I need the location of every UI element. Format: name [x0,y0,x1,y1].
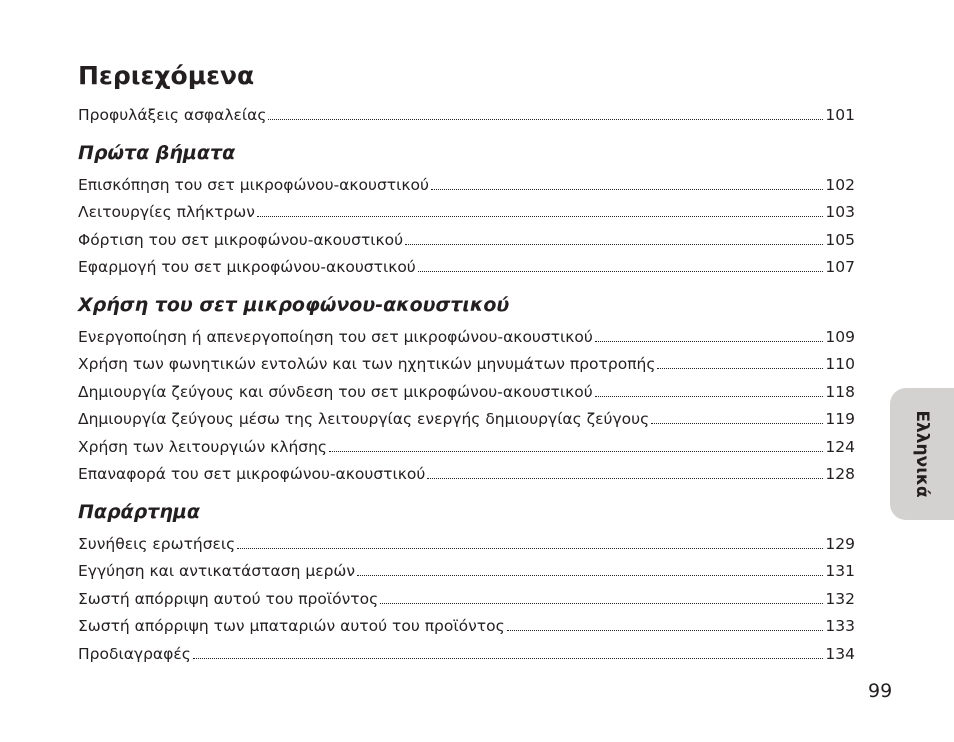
toc-entry-page: 109 [825,327,855,346]
toc-entry[interactable] [78,351,855,379]
dot-leader [257,202,823,218]
toc-entry[interactable] [78,406,855,434]
section-heading: Πρώτα βήματα [78,141,236,164]
language-tab-label: Ελληνικά [912,410,932,498]
toc-entry[interactable] [78,379,855,407]
toc-entry-label: Χρήση των λειτουργιών κλήσης [78,437,328,456]
language-tab [890,388,954,520]
toc-entry[interactable] [78,558,855,586]
toc-entry[interactable] [78,199,855,227]
toc-entry-page: 118 [825,382,855,401]
toc-entry[interactable] [78,641,855,669]
toc-entry[interactable] [78,227,855,255]
toc-entry-label: Επαναφορά του σετ μικροφώνου-ακουστικού [78,465,426,483]
toc-section-first-steps [78,140,855,282]
dot-leader [329,436,823,452]
toc-entry-label: Χρήση των φωνητικών εντολών και των ηχητικών μηνυμάτων προτροπής [78,355,656,373]
toc-entry-label: Ενεργοποίηση ή απενεργοποίηση του σετ μικροφώνου-ακουστικού [78,327,593,346]
toc-entry-label: Επισκόπηση του σετ μικροφώνου-ακουστικού [78,175,429,194]
dot-leader [507,616,824,632]
toc-entry[interactable] [78,254,855,282]
toc-entry[interactable] [78,172,855,200]
section-heading: Χρήση του σετ μικροφώνου-ακουστικού [78,293,510,316]
toc-entry-page: 133 [825,617,855,635]
toc-section-appendix [78,499,855,669]
toc-entry-page: 124 [825,437,855,456]
intro-entries [78,102,855,130]
toc-entry-label: Λειτουργίες πλήκτρων [78,203,255,221]
toc-entry-page: 107 [825,258,855,276]
dot-leader [418,257,824,273]
toc-entry-page: 129 [825,534,855,553]
dot-leader [268,105,823,121]
section-heading: Παράρτημα [78,500,200,523]
dot-leader [657,354,823,370]
toc-entry[interactable] [78,613,855,641]
table-of-contents [78,60,855,668]
toc-entry-page: 110 [825,355,855,373]
dot-leader [405,229,823,245]
dot-leader [427,464,823,480]
toc-entry-page: 101 [825,106,855,124]
dot-leader [380,588,823,604]
dot-leader [357,561,823,577]
page-number: 99 [868,680,893,702]
toc-entry-label: Δημιουργία ζεύγους μέσω της λειτουργίας ενεργής δημιουργίας ζεύγους [78,410,650,428]
toc-entry-page: 119 [825,410,855,428]
dot-leader [237,533,823,549]
dot-leader [651,409,823,425]
dot-leader [431,174,823,190]
toc-section-using-headset [78,292,855,489]
toc-entry-label: Συνήθεις ερωτήσεις [78,534,236,553]
toc-entry-label: Φόρτιση του σετ μικροφώνου-ακουστικού [78,230,404,249]
toc-entry[interactable] [78,586,855,614]
toc-entry-label: Σωστή απόρριψη των μπαταριών αυτού του προϊόντος [78,617,505,635]
toc-entry-page: 105 [825,230,855,249]
toc-entry-page: 102 [825,175,855,194]
toc-entry[interactable] [78,531,855,559]
toc-entry-label: Προδιαγραφές [78,644,191,663]
toc-entry-label: Εγγύηση και αντικατάσταση μερών [78,562,356,580]
toc-entry-page: 103 [825,203,855,221]
toc-entry-label: Δημιουργία ζεύγους και σύνδεση του σετ μικροφώνου-ακουστικού [78,382,593,401]
toc-entry[interactable] [78,434,855,462]
toc-entry[interactable] [78,102,855,130]
toc-entry[interactable] [78,461,855,489]
toc-entry-page: 134 [825,644,855,663]
toc-entry[interactable] [78,324,855,352]
toc-entry-page: 132 [825,589,855,608]
toc-entry-label: Εφαρμογή του σετ μικροφώνου-ακουστικού [78,258,416,276]
dot-leader [193,643,824,659]
toc-entry-page: 131 [825,562,855,580]
toc-entry-page: 128 [825,465,855,483]
page-title: Περιεχόμενα [78,61,255,90]
toc-entry-label: Σωστή απόρριψη αυτού του προϊόντος [78,589,379,608]
dot-leader [595,381,824,397]
toc-entry-label: Προφυλάξεις ασφαλείας [78,106,267,124]
dot-leader [595,326,824,342]
